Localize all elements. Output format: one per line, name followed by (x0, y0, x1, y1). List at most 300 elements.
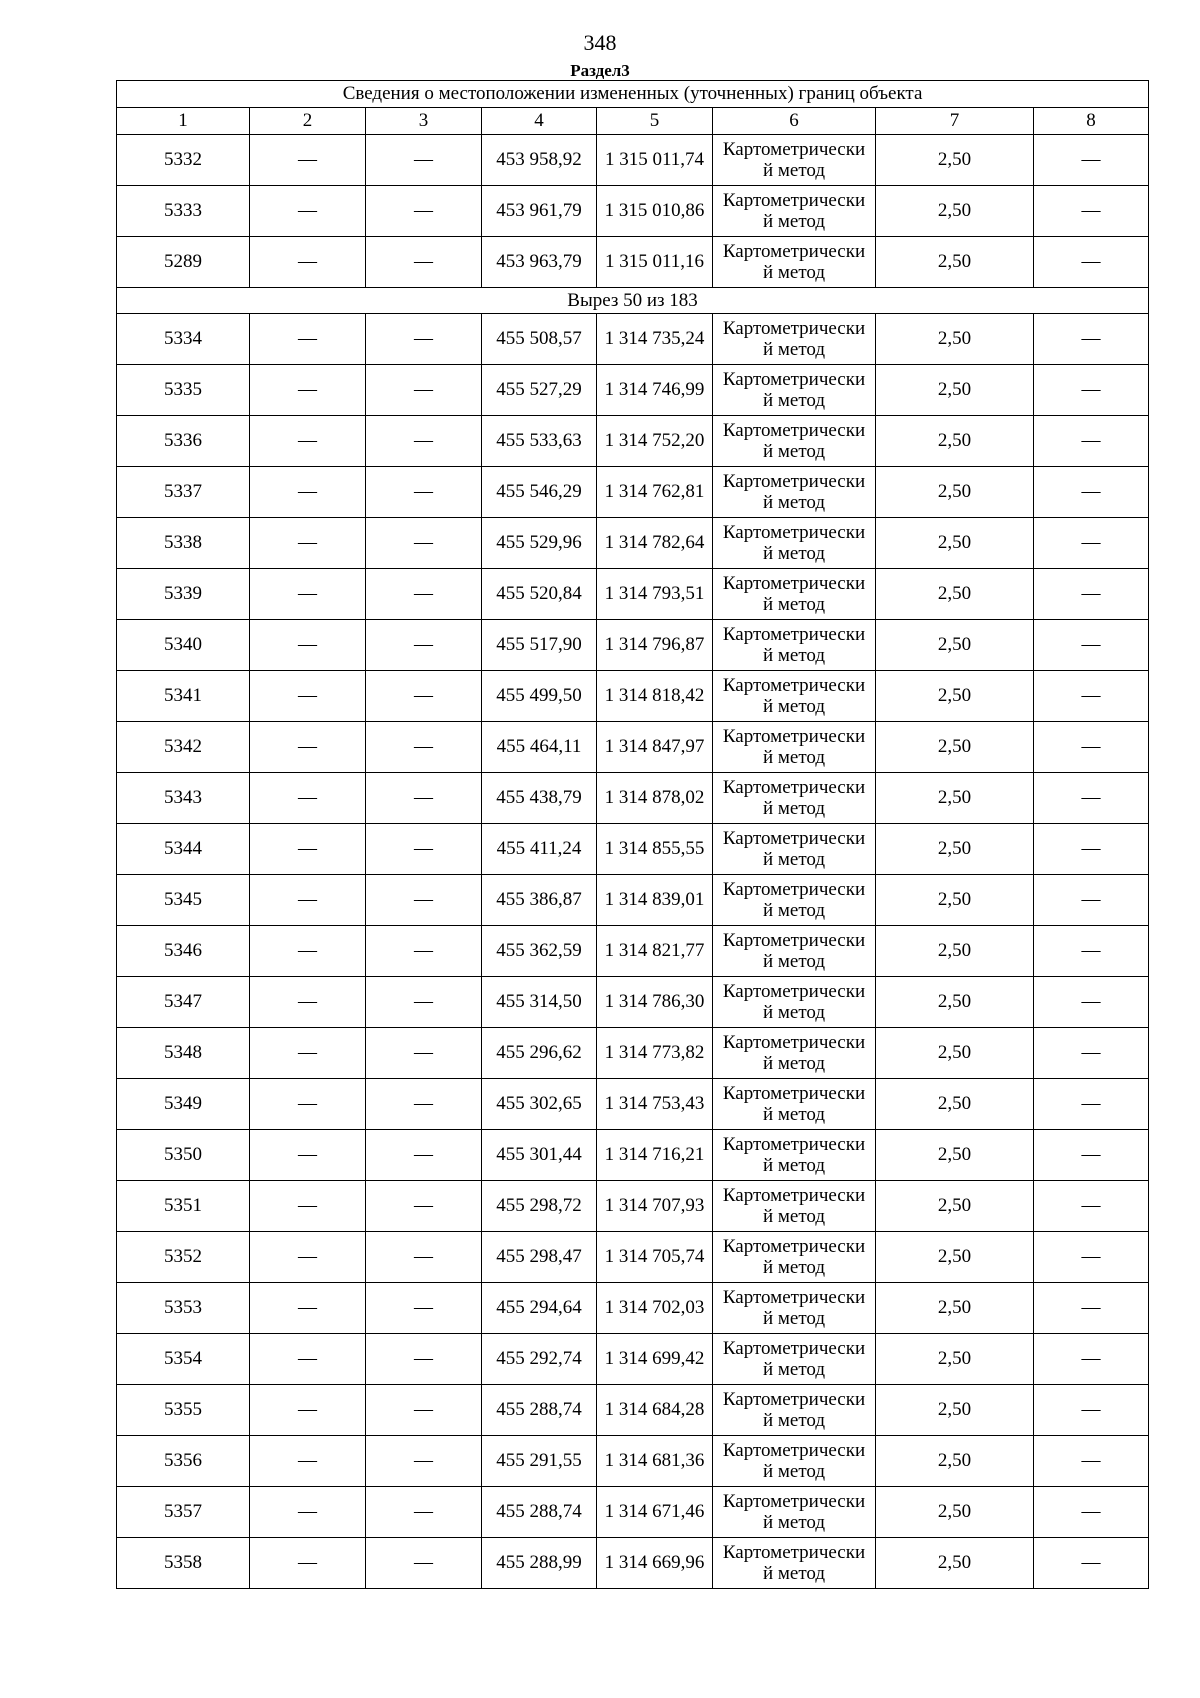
method-text: й метод (762, 594, 826, 615)
method-cell (713, 1385, 876, 1436)
y-coordinate-cell: 1 314 782,64 (597, 518, 713, 569)
method-text: й метод (762, 798, 826, 819)
dash-cell: — (366, 1283, 482, 1334)
x-coordinate-cell: 455 533,63 (482, 416, 597, 467)
method-text: Картометрически (722, 241, 866, 262)
point-number-cell: 5333 (117, 186, 250, 237)
dash-cell: — (1034, 1283, 1149, 1334)
table-row (117, 1028, 1149, 1079)
y-coordinate-cell: 1 314 793,51 (597, 569, 713, 620)
table-row (117, 1487, 1149, 1538)
table-body (117, 135, 1149, 1589)
method-text: й метод (762, 696, 826, 717)
method-text: й метод (762, 160, 826, 181)
dash-cell: — (250, 926, 366, 977)
dash-cell: — (250, 1436, 366, 1487)
dash-cell: — (1034, 467, 1149, 518)
method-text: й метод (762, 1308, 826, 1329)
dash-cell: — (250, 620, 366, 671)
method-cell (713, 237, 876, 288)
method-text: Картометрически (722, 675, 866, 696)
method-cell (713, 135, 876, 186)
accuracy-cell: 2,50 (876, 1232, 1034, 1283)
accuracy-cell: 2,50 (876, 1334, 1034, 1385)
method-cell (713, 1130, 876, 1181)
method-cell (713, 518, 876, 569)
dash-cell: — (366, 1334, 482, 1385)
x-coordinate-cell: 453 963,79 (482, 237, 597, 288)
point-number-cell: 5342 (117, 722, 250, 773)
point-number-cell: 5352 (117, 1232, 250, 1283)
accuracy-cell: 2,50 (876, 926, 1034, 977)
dash-cell: — (250, 186, 366, 237)
table-row (117, 1436, 1149, 1487)
method-cell (713, 620, 876, 671)
method-cell (713, 722, 876, 773)
table-row (117, 237, 1149, 288)
y-coordinate-cell: 1 314 671,46 (597, 1487, 713, 1538)
x-coordinate-cell: 455 520,84 (482, 569, 597, 620)
method-cell (713, 1283, 876, 1334)
y-coordinate-cell: 1 314 746,99 (597, 365, 713, 416)
dash-cell: — (366, 1232, 482, 1283)
dash-cell: — (250, 1283, 366, 1334)
method-text: Картометрически (722, 1491, 866, 1512)
method-text: Картометрически (722, 1134, 866, 1155)
y-coordinate-cell: 1 314 821,77 (597, 926, 713, 977)
dash-cell: — (366, 671, 482, 722)
method-text: й метод (762, 1257, 826, 1278)
method-text: Картометрически (722, 1032, 866, 1053)
method-cell (713, 365, 876, 416)
boundary-coordinates-table (116, 80, 1149, 1589)
dash-cell: — (250, 875, 366, 926)
dash-cell: — (366, 1181, 482, 1232)
method-text: й метод (762, 1512, 826, 1533)
table-row (117, 1538, 1149, 1589)
x-coordinate-cell: 455 314,50 (482, 977, 597, 1028)
method-text: Картометрически (722, 1185, 866, 1206)
dash-cell: — (250, 1538, 366, 1589)
point-number-cell: 5345 (117, 875, 250, 926)
accuracy-cell: 2,50 (876, 186, 1034, 237)
table-row (117, 1130, 1149, 1181)
dash-cell: — (250, 773, 366, 824)
dash-cell: — (1034, 416, 1149, 467)
table-row (117, 773, 1149, 824)
accuracy-cell: 2,50 (876, 773, 1034, 824)
point-number-cell: 5289 (117, 237, 250, 288)
method-text: й метод (762, 645, 826, 666)
dash-cell: — (1034, 1487, 1149, 1538)
method-text: Картометрически (722, 1083, 866, 1104)
x-coordinate-cell: 455 527,29 (482, 365, 597, 416)
x-coordinate-cell: 455 298,72 (482, 1181, 597, 1232)
method-text: й метод (762, 262, 826, 283)
dash-cell: — (366, 977, 482, 1028)
dash-cell: — (1034, 314, 1149, 365)
cut-note-row (117, 288, 1149, 314)
dash-cell: — (1034, 875, 1149, 926)
accuracy-cell: 2,50 (876, 135, 1034, 186)
method-text: Картометрически (722, 1338, 866, 1359)
table-row (117, 467, 1149, 518)
dash-cell: — (366, 620, 482, 671)
accuracy-cell: 2,50 (876, 1385, 1034, 1436)
dash-cell: — (1034, 1232, 1149, 1283)
column-header: 1 (117, 108, 250, 135)
point-number-cell: 5356 (117, 1436, 250, 1487)
point-number-cell: 5337 (117, 467, 250, 518)
table-row (117, 518, 1149, 569)
table-caption: Сведения о местоположении измененных (уточненных) границ объекта (117, 81, 1149, 108)
dash-cell: — (250, 416, 366, 467)
point-number-cell: 5339 (117, 569, 250, 620)
y-coordinate-cell: 1 314 855,55 (597, 824, 713, 875)
column-header: 8 (1034, 108, 1149, 135)
dash-cell: — (250, 722, 366, 773)
x-coordinate-cell: 455 298,47 (482, 1232, 597, 1283)
method-cell (713, 314, 876, 365)
method-text: Картометрически (722, 369, 866, 390)
table-row (117, 722, 1149, 773)
table-row (117, 314, 1149, 365)
point-number-cell: 5343 (117, 773, 250, 824)
method-cell (713, 824, 876, 875)
dash-cell: — (1034, 977, 1149, 1028)
method-cell (713, 1334, 876, 1385)
method-text: й метод (762, 211, 826, 232)
method-cell (713, 186, 876, 237)
method-text: Картометрически (722, 624, 866, 645)
method-text: й метод (762, 1053, 826, 1074)
method-text: й метод (762, 1359, 826, 1380)
dash-cell: — (366, 1130, 482, 1181)
method-cell (713, 1232, 876, 1283)
dash-cell: — (1034, 1130, 1149, 1181)
method-text: Картометрически (722, 981, 866, 1002)
method-cell (713, 1538, 876, 1589)
y-coordinate-cell: 1 314 762,81 (597, 467, 713, 518)
method-text: й метод (762, 1410, 826, 1431)
point-number-cell: 5357 (117, 1487, 250, 1538)
point-number-cell: 5348 (117, 1028, 250, 1079)
method-text: Картометрически (722, 573, 866, 594)
method-text: Картометрически (722, 471, 866, 492)
y-coordinate-cell: 1 314 684,28 (597, 1385, 713, 1436)
point-number-cell: 5350 (117, 1130, 250, 1181)
column-header: 2 (250, 108, 366, 135)
table-row (117, 1181, 1149, 1232)
dash-cell: — (250, 135, 366, 186)
point-number-cell: 5341 (117, 671, 250, 722)
x-coordinate-cell: 453 961,79 (482, 186, 597, 237)
dash-cell: — (250, 824, 366, 875)
method-text: й метод (762, 1563, 826, 1584)
method-text: й метод (762, 1104, 826, 1125)
method-text: й метод (762, 441, 826, 462)
accuracy-cell: 2,50 (876, 518, 1034, 569)
dash-cell: — (250, 365, 366, 416)
dash-cell: — (366, 518, 482, 569)
table-row (117, 416, 1149, 467)
method-text: й метод (762, 1206, 826, 1227)
y-coordinate-cell: 1 314 818,42 (597, 671, 713, 722)
method-text: й метод (762, 339, 826, 360)
table-row (117, 569, 1149, 620)
method-text: Картометрически (722, 139, 866, 160)
x-coordinate-cell: 455 362,59 (482, 926, 597, 977)
x-coordinate-cell: 455 464,11 (482, 722, 597, 773)
method-text: Картометрически (722, 318, 866, 339)
dash-cell: — (250, 1130, 366, 1181)
dash-cell: — (366, 365, 482, 416)
method-cell (713, 1079, 876, 1130)
method-text: й метод (762, 543, 826, 564)
dash-cell: — (366, 135, 482, 186)
point-number-cell: 5358 (117, 1538, 250, 1589)
table-row (117, 620, 1149, 671)
dash-cell: — (1034, 1385, 1149, 1436)
y-coordinate-cell: 1 315 011,74 (597, 135, 713, 186)
dash-cell: — (250, 1028, 366, 1079)
y-coordinate-cell: 1 314 878,02 (597, 773, 713, 824)
method-cell (713, 977, 876, 1028)
dash-cell: — (1034, 620, 1149, 671)
dash-cell: — (250, 977, 366, 1028)
x-coordinate-cell: 455 508,57 (482, 314, 597, 365)
column-header: 4 (482, 108, 597, 135)
x-coordinate-cell: 455 296,62 (482, 1028, 597, 1079)
dash-cell: — (1034, 1181, 1149, 1232)
y-coordinate-cell: 1 314 753,43 (597, 1079, 713, 1130)
x-coordinate-cell: 455 302,65 (482, 1079, 597, 1130)
page-number: 348 (583, 30, 617, 55)
x-coordinate-cell: 455 292,74 (482, 1334, 597, 1385)
dash-cell: — (250, 518, 366, 569)
dash-cell: — (250, 1079, 366, 1130)
accuracy-cell: 2,50 (876, 569, 1034, 620)
table-row (117, 824, 1149, 875)
method-text: Картометрически (722, 420, 866, 441)
accuracy-cell: 2,50 (876, 467, 1034, 518)
method-text: Картометрически (722, 828, 866, 849)
x-coordinate-cell: 455 546,29 (482, 467, 597, 518)
x-coordinate-cell: 455 529,96 (482, 518, 597, 569)
y-coordinate-cell: 1 314 716,21 (597, 1130, 713, 1181)
table-row (117, 926, 1149, 977)
x-coordinate-cell: 455 386,87 (482, 875, 597, 926)
point-number-cell: 5335 (117, 365, 250, 416)
dash-cell: — (250, 569, 366, 620)
x-coordinate-cell: 455 301,44 (482, 1130, 597, 1181)
y-coordinate-cell: 1 314 839,01 (597, 875, 713, 926)
x-coordinate-cell: 455 288,74 (482, 1487, 597, 1538)
method-text: Картометрически (722, 1542, 866, 1563)
dash-cell: — (1034, 926, 1149, 977)
method-text: Картометрически (722, 1440, 866, 1461)
table-row (117, 1232, 1149, 1283)
accuracy-cell: 2,50 (876, 875, 1034, 926)
method-text: й метод (762, 849, 826, 870)
dash-cell: — (366, 824, 482, 875)
dash-cell: — (1034, 1079, 1149, 1130)
y-coordinate-cell: 1 314 752,20 (597, 416, 713, 467)
table-row (117, 671, 1149, 722)
y-coordinate-cell: 1 314 735,24 (597, 314, 713, 365)
method-text: Картометрически (722, 1236, 866, 1257)
method-cell (713, 1181, 876, 1232)
accuracy-cell: 2,50 (876, 1079, 1034, 1130)
dash-cell: — (1034, 671, 1149, 722)
dash-cell: — (366, 773, 482, 824)
accuracy-cell: 2,50 (876, 722, 1034, 773)
y-coordinate-cell: 1 314 707,93 (597, 1181, 713, 1232)
table-row (117, 1334, 1149, 1385)
method-text: Картометрически (722, 777, 866, 798)
accuracy-cell: 2,50 (876, 824, 1034, 875)
x-coordinate-cell: 455 288,74 (482, 1385, 597, 1436)
dash-cell: — (1034, 1436, 1149, 1487)
accuracy-cell: 2,50 (876, 1130, 1034, 1181)
method-cell (713, 671, 876, 722)
table-row (117, 1385, 1149, 1436)
dash-cell: — (366, 1028, 482, 1079)
method-text: Картометрически (722, 879, 866, 900)
column-header: 7 (876, 108, 1034, 135)
dash-cell: — (1034, 1538, 1149, 1589)
dash-cell: — (250, 671, 366, 722)
dash-cell: — (366, 1487, 482, 1538)
dash-cell: — (250, 237, 366, 288)
column-header: 5 (597, 108, 713, 135)
dash-cell: — (1034, 569, 1149, 620)
accuracy-cell: 2,50 (876, 1538, 1034, 1589)
section-label: Раздел3 (570, 61, 630, 80)
method-cell (713, 1436, 876, 1487)
table-row (117, 186, 1149, 237)
x-coordinate-cell: 455 294,64 (482, 1283, 597, 1334)
method-text: й метод (762, 1002, 826, 1023)
method-cell (713, 926, 876, 977)
method-cell (713, 773, 876, 824)
method-text: й метод (762, 1155, 826, 1176)
dash-cell: — (366, 1538, 482, 1589)
y-coordinate-cell: 1 314 669,96 (597, 1538, 713, 1589)
method-text: Картометрически (722, 1389, 866, 1410)
table-caption-row (117, 81, 1149, 108)
point-number-cell: 5338 (117, 518, 250, 569)
point-number-cell: 5347 (117, 977, 250, 1028)
accuracy-cell: 2,50 (876, 1283, 1034, 1334)
dash-cell: — (366, 722, 482, 773)
table-row (117, 135, 1149, 186)
dash-cell: — (1034, 237, 1149, 288)
method-text: Картометрически (722, 190, 866, 211)
method-text: й метод (762, 1461, 826, 1482)
point-number-cell: 5351 (117, 1181, 250, 1232)
method-text: Картометрически (722, 930, 866, 951)
y-coordinate-cell: 1 314 681,36 (597, 1436, 713, 1487)
x-coordinate-cell: 455 499,50 (482, 671, 597, 722)
x-coordinate-cell: 455 291,55 (482, 1436, 597, 1487)
point-number-cell: 5354 (117, 1334, 250, 1385)
accuracy-cell: 2,50 (876, 1487, 1034, 1538)
dash-cell: — (1034, 135, 1149, 186)
method-text: Картометрически (722, 1287, 866, 1308)
point-number-cell: 5336 (117, 416, 250, 467)
table-row (117, 365, 1149, 416)
accuracy-cell: 2,50 (876, 1181, 1034, 1232)
y-coordinate-cell: 1 314 773,82 (597, 1028, 713, 1079)
y-coordinate-cell: 1 314 702,03 (597, 1283, 713, 1334)
column-header: 3 (366, 108, 482, 135)
point-number-cell: 5332 (117, 135, 250, 186)
accuracy-cell: 2,50 (876, 1028, 1034, 1079)
y-coordinate-cell: 1 314 847,97 (597, 722, 713, 773)
dash-cell: — (250, 1334, 366, 1385)
y-coordinate-cell: 1 314 705,74 (597, 1232, 713, 1283)
dash-cell: — (1034, 1334, 1149, 1385)
column-number-row (117, 108, 1149, 135)
accuracy-cell: 2,50 (876, 314, 1034, 365)
method-cell (713, 1487, 876, 1538)
y-coordinate-cell: 1 314 699,42 (597, 1334, 713, 1385)
dash-cell: — (366, 314, 482, 365)
point-number-cell: 5353 (117, 1283, 250, 1334)
dash-cell: — (250, 1181, 366, 1232)
method-cell (713, 467, 876, 518)
point-number-cell: 5349 (117, 1079, 250, 1130)
method-text: Картометрически (722, 522, 866, 543)
dash-cell: — (250, 1385, 366, 1436)
dash-cell: — (250, 1487, 366, 1538)
y-coordinate-cell: 1 314 786,30 (597, 977, 713, 1028)
point-number-cell: 5340 (117, 620, 250, 671)
dash-cell: — (366, 237, 482, 288)
dash-cell: — (366, 186, 482, 237)
x-coordinate-cell: 455 438,79 (482, 773, 597, 824)
accuracy-cell: 2,50 (876, 671, 1034, 722)
cut-note: Вырез 50 из 183 (117, 288, 1149, 314)
dash-cell: — (1034, 518, 1149, 569)
dash-cell: — (1034, 722, 1149, 773)
accuracy-cell: 2,50 (876, 416, 1034, 467)
column-header: 6 (713, 108, 876, 135)
dash-cell: — (250, 314, 366, 365)
dash-cell: — (366, 467, 482, 518)
dash-cell: — (250, 467, 366, 518)
y-coordinate-cell: 1 314 796,87 (597, 620, 713, 671)
method-text: й метод (762, 390, 826, 411)
method-text: Картометрически (722, 726, 866, 747)
dash-cell: — (1034, 186, 1149, 237)
x-coordinate-cell: 455 288,99 (482, 1538, 597, 1589)
method-cell (713, 875, 876, 926)
dash-cell: — (366, 1385, 482, 1436)
dash-cell: — (366, 416, 482, 467)
dash-cell: — (366, 1436, 482, 1487)
point-number-cell: 5344 (117, 824, 250, 875)
accuracy-cell: 2,50 (876, 237, 1034, 288)
accuracy-cell: 2,50 (876, 1436, 1034, 1487)
x-coordinate-cell: 455 411,24 (482, 824, 597, 875)
dash-cell: — (1034, 773, 1149, 824)
method-text: й метод (762, 747, 826, 768)
table-row (117, 977, 1149, 1028)
method-cell (713, 1028, 876, 1079)
method-cell (713, 416, 876, 467)
